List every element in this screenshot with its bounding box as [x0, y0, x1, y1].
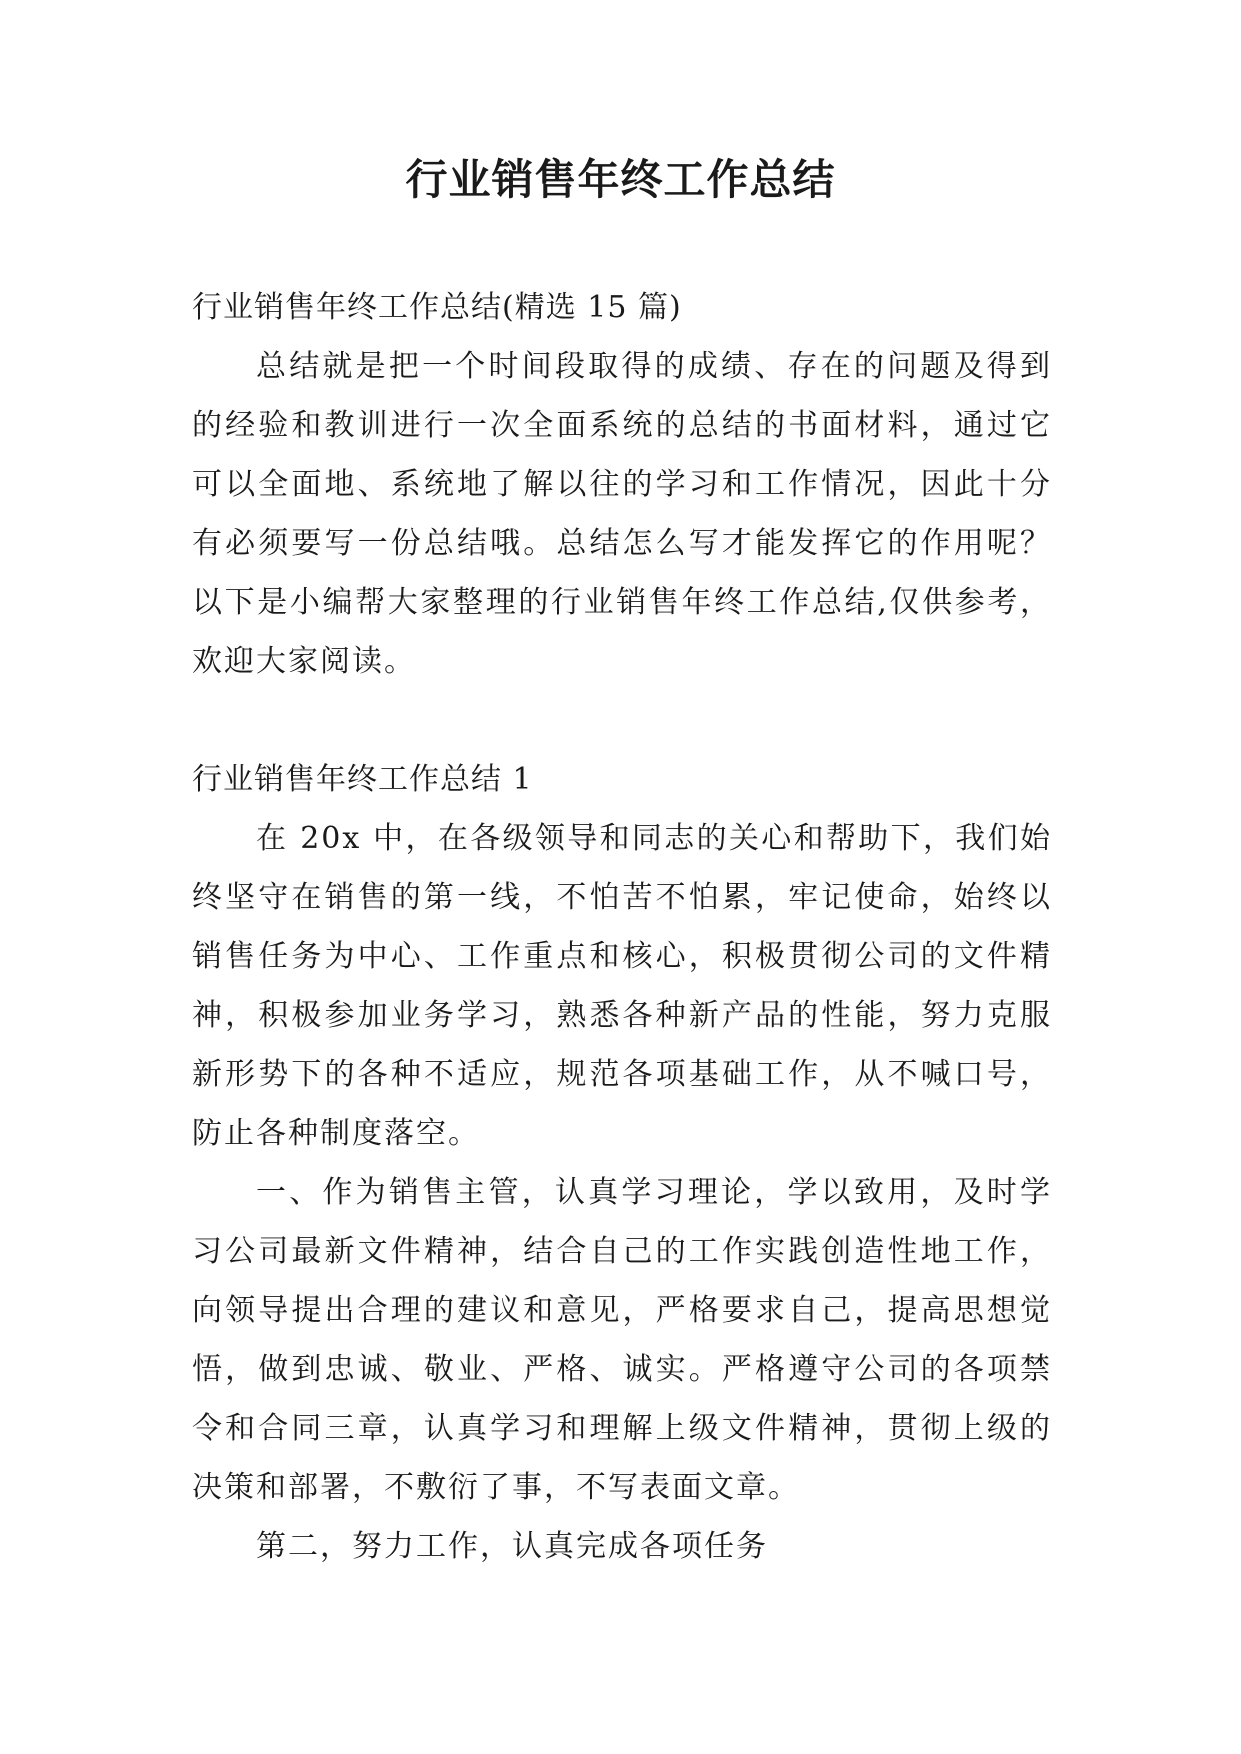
body-paragraph: 第二，努力工作，认真完成各项任务 [256, 1529, 768, 1564]
section-heading: 行业销售年终工作总结 1 [192, 762, 533, 797]
document-title: 行业销售年终工作总结 [405, 155, 836, 204]
document-body [192, 278, 1052, 1576]
body-paragraph: 在 20x 中，在各级领导和同志的关心和帮助下，我们始终坚守在销售的第一线，不怕苦不怕累，牢记使命，始终以销售任务为中心、工作重点和核心，积极贯彻公司的文件精神，积极参加业务学习，熟悉各种新产品的性能，努力克服新形势下的各种不适应，规范各项基础工作，从不喊口号，防止各种制度落空。 [192, 821, 1052, 1151]
document-subtitle: 行业销售年终工作总结(精选 15 篇) [192, 290, 682, 325]
intro-paragraph: 总结就是把一个时间段取得的成绩、存在的问题及得到的经验和教训进行一次全面系统的总结的书面材料，通过它可以全面地、系统地了解以往的学习和工作情况，因此十分有必须要写一份总结哦。总结怎么写才能发挥它的作用呢？以下是小编帮大家整理的行业销售年终工作总结,仅供参考，欢迎大家阅读。 [192, 349, 1052, 679]
body-paragraph: 一、作为销售主管，认真学习理论，学以致用，及时学习公司最新文件精神，结合自己的工作实践创造性地工作，向领导提出合理的建议和意见，严格要求自己，提高思想觉悟，做到忠诚、敬业、严格、诚实。严格遵守公司的各项禁令和合同三章，认真学习和理解上级文件精神，贯彻上级的决策和部署，不敷衍了事，不写表面文章。 [192, 1175, 1052, 1505]
paragraph-spacer [192, 691, 1052, 750]
